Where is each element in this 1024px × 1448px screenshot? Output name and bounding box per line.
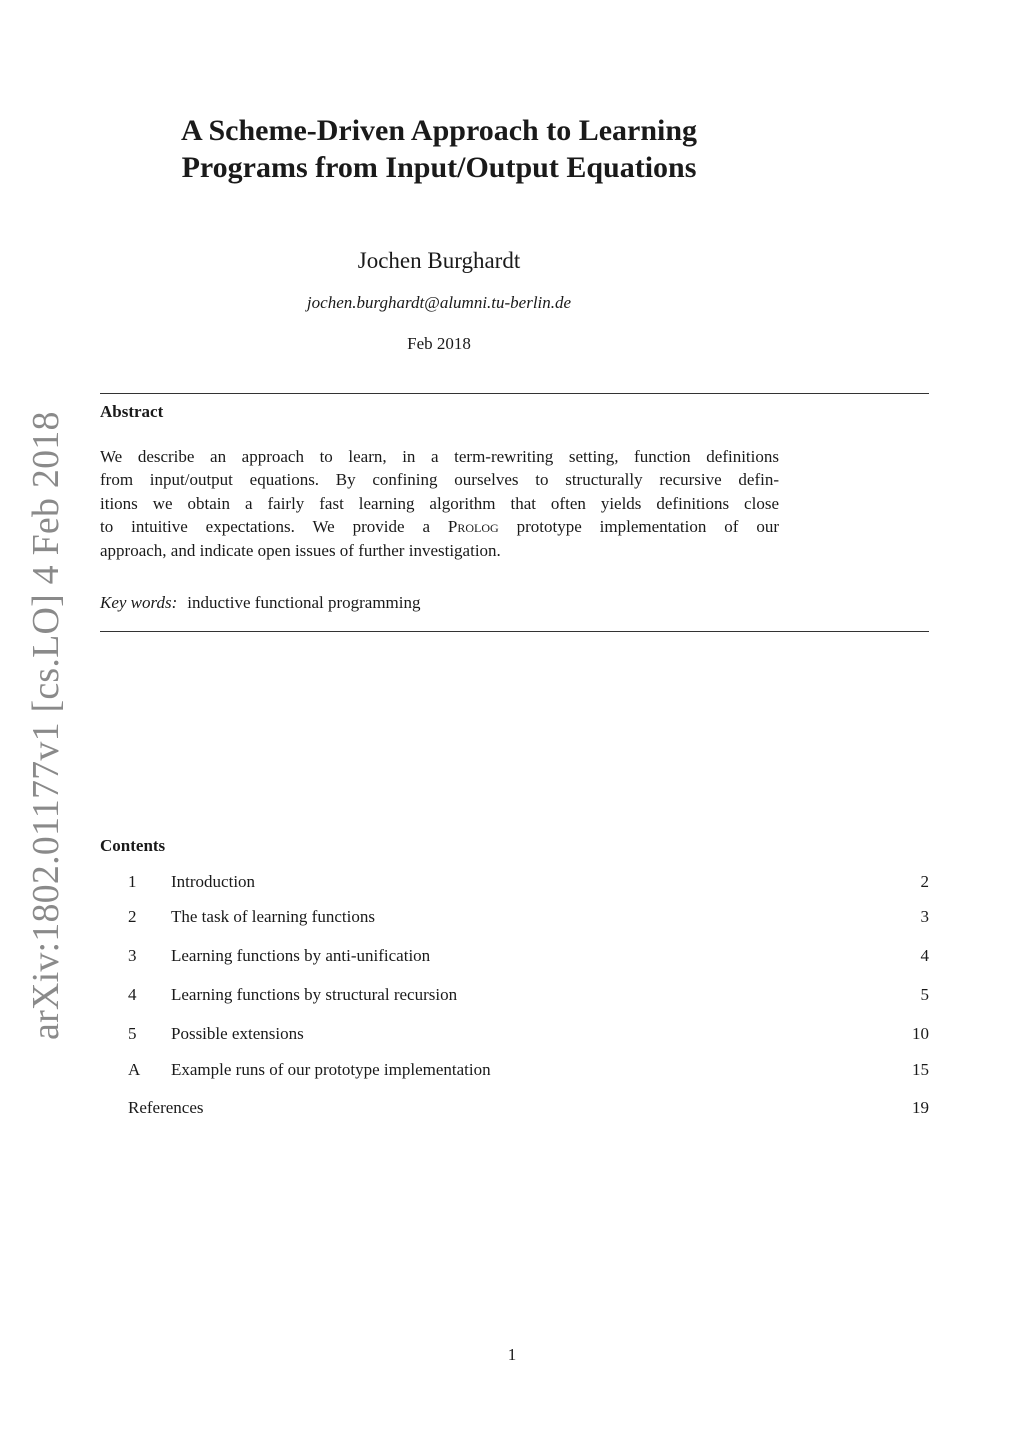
toc-entry-title[interactable]: Learning functions by anti-unification bbox=[171, 946, 431, 965]
abstract-line-3: itions we obtain a fairly fast learning algorithm that often yields definitions close bbox=[100, 493, 779, 513]
abstract-line-1: We describe an approach to learn, in a term-rewriting setting, function definitions bbox=[100, 447, 779, 466]
toc-entry-references[interactable] bbox=[100, 1098, 929, 1122]
toc-entry-example-runs[interactable] bbox=[100, 1060, 929, 1084]
title-line-2: Programs from Input/Output Equations bbox=[181, 151, 697, 184]
toc-entry-number: 2 bbox=[128, 907, 137, 926]
toc-entry-page[interactable]: 2 bbox=[920, 872, 929, 891]
abstract-top-rule bbox=[100, 393, 929, 394]
toc-entry-number: 3 bbox=[128, 946, 137, 965]
toc-entry-page[interactable]: 10 bbox=[912, 1024, 929, 1043]
toc-entry-title[interactable]: References bbox=[128, 1098, 204, 1117]
publication-date: Feb 2018 bbox=[407, 334, 471, 353]
abstract-line-4-end: prototype implementation of our bbox=[498, 517, 779, 537]
abstract-line-2: from input/output equations. By confining ourselves to structurally recursive defin- bbox=[100, 470, 779, 490]
abstract-line-5: approach, and indicate open issues of further investigation. bbox=[100, 540, 501, 560]
toc-entry-number: 4 bbox=[128, 985, 137, 1004]
keywords bbox=[100, 593, 421, 613]
abstract-line-4 bbox=[100, 515, 779, 538]
toc-entry-page[interactable]: 15 bbox=[912, 1060, 929, 1079]
title-line-1: A Scheme-Driven Approach to Learning bbox=[180, 114, 698, 147]
toc-entry-number: 1 bbox=[128, 872, 137, 891]
toc-entry-title[interactable]: Example runs of our prototype implementation bbox=[171, 1060, 491, 1079]
page-number: 1 bbox=[507, 1345, 517, 1364]
toc-entry-structural-recursion[interactable] bbox=[100, 985, 929, 1009]
toc-entry-page[interactable]: 4 bbox=[920, 946, 929, 965]
arxiv-identifier-stamp: arXiv:1802.01177v1 [cs.LO] 4 Feb 2018 bbox=[25, 411, 67, 1040]
toc-entry-anti-unification[interactable] bbox=[100, 946, 929, 970]
author-name: Jochen Burghardt bbox=[357, 248, 521, 273]
abstract-bottom-rule bbox=[100, 631, 929, 632]
toc-entry-extensions[interactable] bbox=[100, 1024, 929, 1048]
paper-title bbox=[100, 112, 778, 186]
toc-entry-title[interactable]: The task of learning functions bbox=[171, 907, 375, 926]
abstract-heading: Abstract bbox=[100, 402, 164, 421]
toc-entry-introduction[interactable] bbox=[100, 872, 929, 896]
keywords-label: Key words: bbox=[100, 593, 178, 612]
toc-entry-title[interactable]: Introduction bbox=[171, 872, 256, 891]
abstract-body bbox=[100, 445, 779, 562]
keywords-value: inductive functional programming bbox=[187, 593, 421, 612]
abstract-line-4-start: to intuitive expectations. We provide a bbox=[100, 517, 448, 537]
prolog-name: Prolog bbox=[447, 517, 499, 537]
toc-entry-page[interactable]: 3 bbox=[920, 907, 929, 926]
toc-entry-number: A bbox=[128, 1060, 141, 1079]
toc-entry-title[interactable]: Learning functions by structural recursion bbox=[171, 985, 458, 1004]
toc-entry-task[interactable] bbox=[100, 907, 929, 931]
toc-entry-title[interactable]: Possible extensions bbox=[171, 1024, 304, 1043]
toc-entry-page[interactable]: 5 bbox=[920, 985, 929, 1004]
toc-entry-page[interactable]: 19 bbox=[912, 1098, 929, 1117]
author-email: jochen.burghardt@alumni.tu-berlin.de bbox=[306, 293, 572, 312]
contents-heading: Contents bbox=[100, 836, 166, 855]
toc-entry-number: 5 bbox=[128, 1024, 137, 1043]
